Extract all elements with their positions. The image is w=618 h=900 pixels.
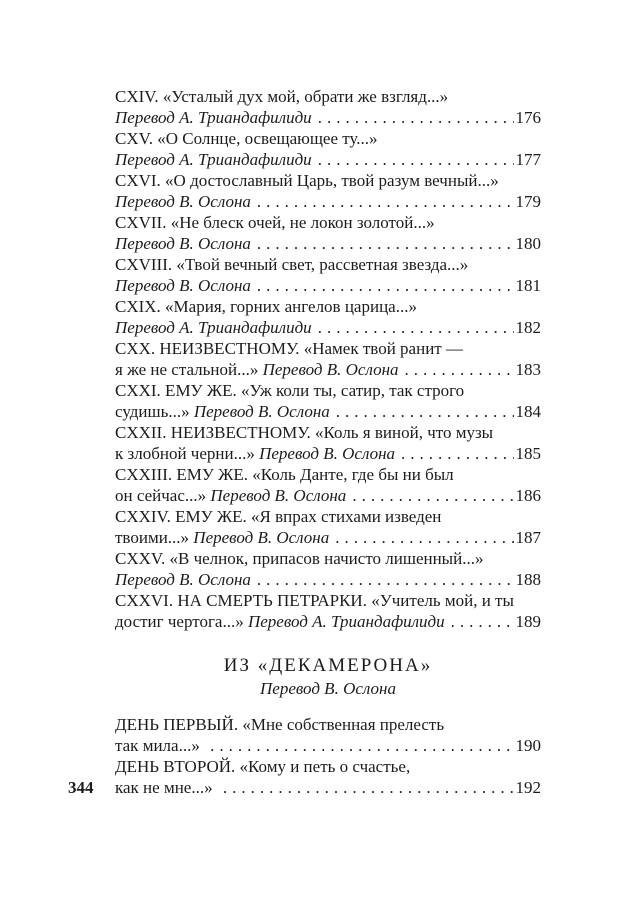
toc-page-number: 176: [515, 108, 541, 127]
toc-page-number: 186: [515, 486, 541, 505]
toc-title-text: ДЕНЬ ПЕРВЫЙ. «Мне собственная прелесть: [115, 715, 445, 734]
toc-entry: [115, 254, 541, 296]
toc-entry: [115, 212, 541, 254]
toc-translator-text: Перевод В. Ослона: [193, 402, 330, 421]
dot-leader: [401, 443, 513, 464]
toc-entry-tail-text: [115, 401, 330, 422]
toc-title-text: CXXII. НЕИЗВЕСТНОМУ. «Коль я виной, что музы: [115, 423, 494, 442]
toc-translator-text: Перевод В. Ослона: [193, 528, 330, 547]
toc-translator-text: Перевод А. Триандафилиди: [115, 150, 312, 169]
toc-entry-dotted-line: [115, 443, 541, 464]
toc-title-text: CXXVI. НА СМЕРТЬ ПЕТРАРКИ. «Учитель мой, и ты: [115, 591, 514, 610]
toc-title-text: я же не стальной...»: [115, 360, 263, 379]
toc-translator-text: Перевод В. Ослона: [115, 276, 251, 295]
toc-title-text: достиг чертога...»: [115, 612, 248, 631]
toc-page-number: 187: [515, 528, 541, 547]
toc-title-text: CXXI. ЕМУ ЖЕ. «Уж коли ты, сатир, так строго: [115, 381, 465, 400]
dot-leader: [257, 275, 514, 296]
toc-translator-text: Перевод А. Триандафилиди: [115, 108, 312, 127]
toc-entry: [115, 714, 541, 756]
toc-entry-tail-text: [115, 777, 217, 798]
toc-entry: [115, 590, 541, 632]
toc-entry: [115, 548, 541, 590]
toc-entry-dotted-line: [115, 735, 541, 756]
toc-page-number: 177: [515, 150, 541, 169]
toc-entry-line: [115, 548, 541, 569]
toc-entry-tail-text: [115, 359, 399, 380]
toc-entry-tail-text: [115, 233, 251, 254]
toc-entry-dotted-line: [115, 611, 541, 632]
dot-leader: [318, 107, 514, 128]
toc-title-text: ДЕНЬ ВТОРОЙ. «Кому и петь о счастье,: [115, 757, 411, 776]
toc-title-text: CXV. «О Солнце, освещающее ту...»: [115, 129, 378, 148]
page-folio-number: 344: [68, 778, 94, 797]
toc-translator-text: Перевод В. Ослона: [115, 192, 251, 211]
toc-entry-tail-text: [115, 735, 204, 756]
toc-entry: [115, 296, 541, 338]
section-heading: [115, 654, 541, 700]
toc-entry-line: [115, 86, 541, 107]
dot-leader: [257, 233, 514, 254]
toc-entry-tail-text: [115, 527, 329, 548]
toc-title-text: так мила...»: [115, 736, 205, 755]
toc-entry: [115, 422, 541, 464]
dot-leader: [257, 569, 514, 590]
toc-entry-dotted-line: [115, 401, 541, 422]
toc-entry-line: [115, 254, 541, 275]
toc-entry-dotted-line: [115, 275, 541, 296]
toc-entry-line: [115, 714, 541, 735]
toc-entry: [115, 380, 541, 422]
toc-entry-line: [115, 464, 541, 485]
toc-page-number: 183: [515, 360, 541, 379]
toc-entry: [115, 338, 541, 380]
section-subtitle: Перевод В. Ослона: [260, 679, 396, 698]
dot-leader: [405, 359, 514, 380]
toc-entry-tail-text: [115, 443, 395, 464]
toc-page-number: 192: [515, 778, 541, 797]
dot-leader: [318, 149, 514, 170]
toc-entry-dotted-line: [115, 233, 541, 254]
dot-leader: [318, 317, 514, 338]
section-title: ИЗ «ДЕКАМЕРОНА»: [223, 655, 433, 676]
toc-entry-dotted-line: [115, 359, 541, 380]
toc-title-text: CXXIV. ЕМУ ЖЕ. «Я впрах стихами изведен: [115, 507, 442, 526]
toc-entry-line: [115, 212, 541, 233]
toc-title-text: он сейчас...»: [115, 486, 211, 505]
toc-entry: [115, 756, 541, 798]
dot-leader: [335, 527, 513, 548]
toc-entry-line: [115, 296, 541, 317]
toc-entry-tail-text: [115, 485, 346, 506]
toc-page-number: 190: [515, 736, 541, 755]
toc-title-text: CXVIII. «Твой вечный свет, рассветная звезда...»: [115, 255, 469, 274]
toc-entry-line: [115, 506, 541, 527]
toc-entry: [115, 464, 541, 506]
toc-title-text: судишь...»: [115, 402, 194, 421]
toc-entry-dotted-line: [115, 527, 541, 548]
toc-entry-line: [115, 422, 541, 443]
toc-entry-dotted-line: [115, 485, 541, 506]
toc-title-text: CXIV. «Усталый дух мой, обрати же взгляд...»: [115, 87, 449, 106]
toc-entry-line: [115, 380, 541, 401]
dot-leader: [257, 191, 514, 212]
toc-entry-dotted-line: [115, 149, 541, 170]
dot-leader: [451, 611, 514, 632]
toc-entry-tail-text: [115, 149, 312, 170]
toc-entry-tail-text: [115, 317, 312, 338]
toc-list: [115, 86, 541, 798]
toc-page-number: 189: [515, 612, 541, 631]
toc-title-text: CXXIII. ЕМУ ЖЕ. «Коль Данте, где бы ни был: [115, 465, 454, 484]
toc-title-text: CXXV. «В челнок, припасов начисто лишенный...»: [115, 549, 484, 568]
toc-entry: [115, 128, 541, 170]
toc-page-number: 185: [515, 444, 541, 463]
toc-page-number: 184: [515, 402, 541, 421]
toc-entry-tail-text: [115, 107, 312, 128]
toc-entry-line: [115, 756, 541, 777]
toc-translator-text: Перевод В. Ослона: [115, 570, 251, 589]
toc-entry-tail-text: [115, 191, 251, 212]
dot-leader: [336, 401, 514, 422]
toc-entry-tail-text: [115, 569, 251, 590]
toc-entry-tail-text: [115, 275, 251, 296]
dot-leader: [210, 735, 513, 756]
toc-title-text: твоими...»: [115, 528, 194, 547]
toc-entry-dotted-line: [115, 777, 541, 798]
toc-entry-dotted-line: [115, 569, 541, 590]
toc-translator-text: Перевод В. Ослона: [262, 360, 399, 379]
toc-entry: [115, 170, 541, 212]
toc-entry-line: [115, 170, 541, 191]
toc-title-text: к злобной черни...»: [115, 444, 260, 463]
toc-entry-line: [115, 338, 541, 359]
toc-entry-tail-text: [115, 611, 445, 632]
toc-translator-text: Перевод А. Триандафилиди: [115, 318, 312, 337]
toc-entry-dotted-line: [115, 191, 541, 212]
toc-translator-text: Перевод В. Ослона: [115, 234, 251, 253]
toc-page-number: 182: [515, 318, 541, 337]
toc-title-text: как не мне...»: [115, 778, 217, 797]
toc-title-text: CXVI. «О достославный Царь, твой разум вечный...»: [115, 171, 499, 190]
toc-title-text: CXX. НЕИЗВЕСТНОМУ. «Намек твой ранит —: [115, 339, 463, 358]
toc-title-text: CXVII. «Не блеск очей, не локон золотой...»: [115, 213, 435, 232]
toc-page-number: 179: [515, 192, 541, 211]
toc-page-number: 188: [515, 570, 541, 589]
toc-entry: [115, 86, 541, 128]
dot-leader: [223, 777, 514, 798]
toc-entry-dotted-line: [115, 317, 541, 338]
toc-entry: [115, 506, 541, 548]
toc-entry-dotted-line: [115, 107, 541, 128]
toc-translator-text: Перевод В. Ослона: [259, 444, 396, 463]
toc-translator-text: Перевод В. Ослона: [210, 486, 347, 505]
toc-page-number: 181: [515, 276, 541, 295]
toc-entry-line: [115, 590, 541, 611]
dot-leader: [352, 485, 513, 506]
toc-title-text: CXIX. «Мария, горних ангелов царица...»: [115, 297, 417, 316]
toc-translator-text: Перевод А. Триандафилиди: [247, 612, 445, 631]
toc-entry-line: [115, 128, 541, 149]
toc-page-number: 180: [515, 234, 541, 253]
